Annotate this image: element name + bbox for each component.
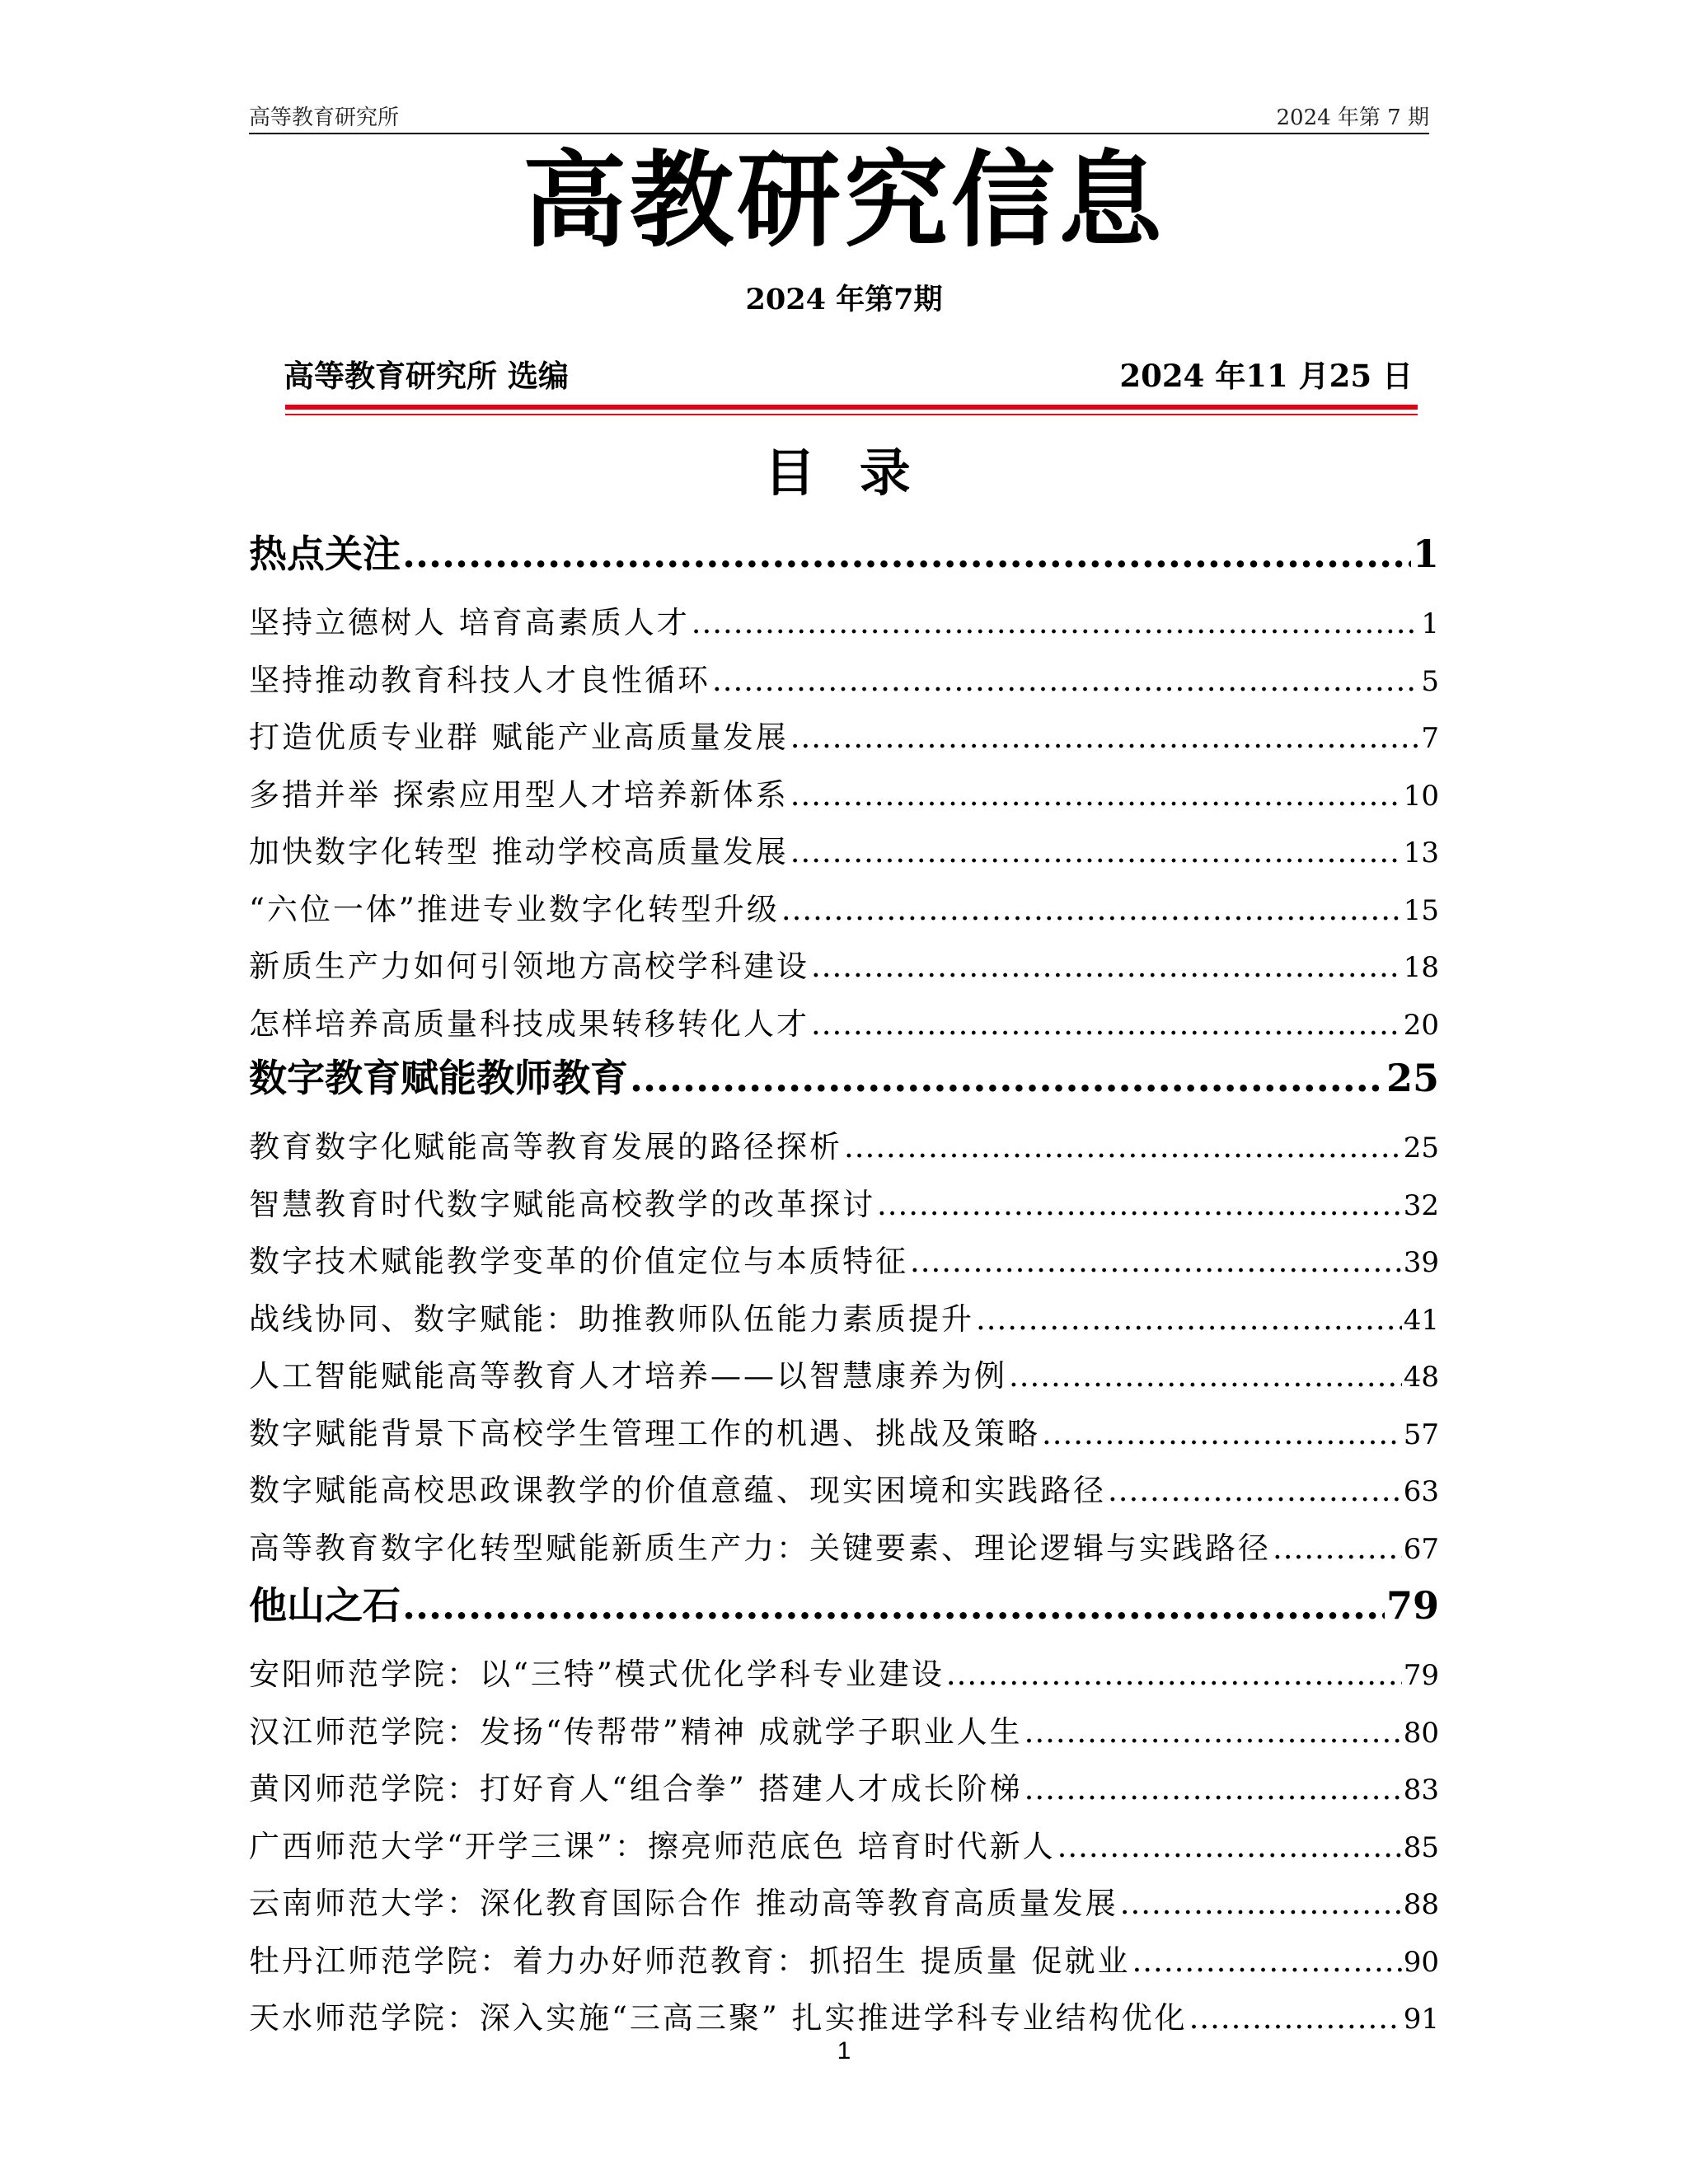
toc-entry[interactable] bbox=[249, 1236, 1439, 1281]
toc-page-number: 88 bbox=[1403, 1888, 1439, 1921]
toc-leader-dots bbox=[781, 892, 1402, 927]
toc-entry-title: 汉江师范学院：发扬“传帮带”精神 成就学子职业人生 bbox=[249, 1713, 1023, 1750]
toc-entry-title: 黄冈师范学院：打好育人“组合拳” 搭建人才成长阶梯 bbox=[249, 1771, 1023, 1807]
toc-page-number: 32 bbox=[1403, 1188, 1439, 1222]
toc-page-number: 10 bbox=[1403, 779, 1439, 813]
toc-entry[interactable] bbox=[249, 1649, 1439, 1694]
toc-leader-dots bbox=[1132, 1943, 1402, 1979]
toc-entry-title: 坚持推动教育科技人才良性循环 bbox=[249, 662, 710, 698]
toc-entry[interactable] bbox=[249, 1294, 1439, 1338]
toc-heading: 目 录 bbox=[764, 443, 924, 503]
toc-page-number: 79 bbox=[1386, 1583, 1439, 1628]
running-header-institute: 高等教育研究所 bbox=[249, 105, 400, 130]
toc-page-number: 25 bbox=[1386, 1056, 1439, 1100]
toc-entry[interactable] bbox=[249, 941, 1439, 986]
toc-entry-title: 数字赋能高校思政课教学的价值意蕴、现实困境和实践路径 bbox=[249, 1473, 1106, 1508]
toc-page-number: 20 bbox=[1403, 1008, 1439, 1042]
toc-entry[interactable] bbox=[249, 1122, 1439, 1166]
toc-entry[interactable] bbox=[249, 1707, 1439, 1751]
toc-entry[interactable] bbox=[249, 655, 1439, 700]
page-number: 1 bbox=[837, 2037, 851, 2064]
toc-leader-dots bbox=[1025, 1771, 1402, 1807]
toc-entry-title: 怎样培养高质量科技成果转移转化人才 bbox=[249, 1005, 809, 1042]
toc-entry[interactable] bbox=[249, 1465, 1439, 1510]
toc-page-number: 41 bbox=[1403, 1303, 1439, 1337]
toc-section-title: 数字教育赋能教师教育 bbox=[249, 1056, 628, 1100]
toc-page-number: 91 bbox=[1403, 2003, 1439, 2036]
toc-page-number: 48 bbox=[1403, 1361, 1439, 1394]
toc-section[interactable] bbox=[249, 1576, 1439, 1630]
toc-leader-dots bbox=[844, 1129, 1402, 1165]
toc-page-number: 7 bbox=[1421, 722, 1439, 755]
toc-page-number: 83 bbox=[1403, 1774, 1439, 1807]
toc-section[interactable] bbox=[249, 524, 1439, 579]
toc-page-number: 63 bbox=[1403, 1475, 1439, 1508]
toc-entry-title: 广西师范大学“开学三课”：擦亮师范底色 培育时代新人 bbox=[249, 1828, 1056, 1864]
toc-section-title: 他山之石 bbox=[249, 1583, 401, 1628]
toc-entry[interactable] bbox=[249, 827, 1439, 871]
toc-entry[interactable] bbox=[249, 1821, 1439, 1866]
toc-entry[interactable] bbox=[249, 770, 1439, 814]
toc-entry-title: 打造优质专业群 赋能产业高质量发展 bbox=[249, 719, 789, 755]
toc-entry-title: 坚持立德树人 培育高素质人才 bbox=[249, 605, 690, 640]
toc-page-number: 5 bbox=[1421, 664, 1439, 698]
toc-leader-dots bbox=[1025, 1714, 1402, 1750]
toc-entry-title: 安阳师范学院：以“三特”模式优化学科专业建设 bbox=[249, 1657, 945, 1692]
toc-entry[interactable] bbox=[249, 598, 1439, 642]
toc-leader-dots bbox=[1120, 1886, 1402, 1921]
masthead-title: 高教研究信息 bbox=[523, 139, 1165, 261]
toc-entry[interactable] bbox=[249, 1523, 1439, 1568]
toc-entry-title: 战线协同、数字赋能：助推教师队伍能力素质提升 bbox=[249, 1301, 974, 1337]
toc-entry-title: 智慧教育时代数字赋能高校教学的改革探讨 bbox=[249, 1186, 875, 1222]
toc-leader-dots bbox=[1042, 1416, 1402, 1451]
toc-leader-dots bbox=[692, 605, 1420, 640]
toc-entry-title: 云南师范大学：深化教育国际合作 推动高等教育高质量发展 bbox=[249, 1886, 1118, 1921]
toc-page-number: 13 bbox=[1403, 837, 1439, 869]
toc-entry-title: 人工智能赋能高等教育人才培养——以智慧康养为例 bbox=[249, 1358, 1007, 1394]
toc-page-number: 67 bbox=[1403, 1532, 1439, 1566]
toc-leader-dots bbox=[402, 1583, 1385, 1628]
toc-entry[interactable] bbox=[249, 1764, 1439, 1808]
toc-entry-title: 天水师范学院：深入实施“三高三聚” 扎实推进学科专业结构优化 bbox=[249, 2000, 1188, 2036]
toc-leader-dots bbox=[811, 949, 1402, 984]
toc-entry-title: 加快数字化转型 推动学校高质量发展 bbox=[249, 834, 789, 869]
toc-page-number: 1 bbox=[1421, 607, 1439, 640]
red-rule-thin bbox=[285, 414, 1418, 415]
toc-leader-dots bbox=[946, 1657, 1402, 1692]
toc-page-number: 80 bbox=[1403, 1716, 1439, 1750]
toc-entry-title: “六位一体”推进专业数字化转型升级 bbox=[249, 891, 780, 927]
toc-leader-dots bbox=[910, 1244, 1402, 1279]
toc-page-number: 25 bbox=[1403, 1132, 1439, 1165]
toc-leader-dots bbox=[1009, 1358, 1402, 1394]
compiler-line: 高等教育研究所 选编 bbox=[284, 358, 569, 394]
toc-entry[interactable] bbox=[249, 1351, 1439, 1395]
toc-page-number: 90 bbox=[1403, 1945, 1439, 1979]
toc-entry-title: 多措并举 探索应用型人才培养新体系 bbox=[249, 776, 789, 813]
publication-date: 2024 年11 月25 日 bbox=[1119, 358, 1413, 394]
toc-leader-dots bbox=[790, 834, 1402, 869]
red-rule-thick bbox=[285, 405, 1418, 410]
toc-leader-dots bbox=[976, 1301, 1402, 1337]
toc-page-number: 1 bbox=[1412, 532, 1439, 576]
toc-entry[interactable] bbox=[249, 884, 1439, 929]
toc-page-number: 85 bbox=[1403, 1830, 1439, 1864]
toc-entry[interactable] bbox=[249, 1993, 1439, 2037]
toc-page-number: 39 bbox=[1403, 1246, 1439, 1279]
toc-entry-title: 新质生产力如何引领地方高校学科建设 bbox=[249, 949, 809, 984]
toc-entry-title: 教育数字化赋能高等教育发展的路径探析 bbox=[249, 1129, 842, 1165]
toc-leader-dots bbox=[1189, 2000, 1402, 2036]
toc-entry-title: 数字赋能背景下高校学生管理工作的机遇、挑战及策略 bbox=[249, 1415, 1040, 1451]
toc-entry[interactable] bbox=[249, 712, 1439, 757]
toc-entry[interactable] bbox=[249, 1936, 1439, 1980]
running-header-issue: 2024 年第 7 期 bbox=[1276, 105, 1429, 130]
toc-page-number: 79 bbox=[1403, 1659, 1439, 1692]
toc-entry-title: 高等教育数字化转型赋能新质生产力：关键要素、理论逻辑与实践路径 bbox=[249, 1530, 1271, 1566]
toc-leader-dots bbox=[712, 663, 1419, 698]
toc-entry-title: 数字技术赋能教学变革的价值定位与本质特征 bbox=[249, 1244, 908, 1279]
toc-page-number: 57 bbox=[1403, 1418, 1439, 1451]
toc-section[interactable] bbox=[249, 1048, 1439, 1103]
running-header bbox=[249, 97, 1429, 134]
toc-entry[interactable] bbox=[249, 999, 1439, 1043]
toc-page-number: 18 bbox=[1403, 951, 1439, 984]
toc-leader-dots bbox=[1057, 1829, 1402, 1864]
toc-entry[interactable] bbox=[249, 1408, 1439, 1453]
toc-leader-dots bbox=[811, 1006, 1402, 1042]
toc-leader-dots bbox=[1273, 1530, 1402, 1566]
toc-leader-dots bbox=[630, 1056, 1385, 1100]
issue-number: 2024 年第7期 bbox=[745, 283, 943, 316]
toc-page-number: 15 bbox=[1403, 893, 1439, 927]
toc-entry[interactable] bbox=[249, 1878, 1439, 1923]
toc-leader-dots bbox=[1108, 1473, 1402, 1508]
toc-leader-dots bbox=[877, 1187, 1402, 1222]
toc-leader-dots bbox=[790, 719, 1420, 755]
toc-entry[interactable] bbox=[249, 1179, 1439, 1224]
toc-section-title: 热点关注 bbox=[249, 532, 401, 576]
toc-entry-title: 牡丹江师范学院：着力办好师范教育：抓招生 提质量 促就业 bbox=[249, 1943, 1131, 1979]
toc-leader-dots bbox=[790, 777, 1402, 813]
toc-leader-dots bbox=[402, 532, 1411, 576]
header-rule bbox=[249, 133, 1429, 134]
